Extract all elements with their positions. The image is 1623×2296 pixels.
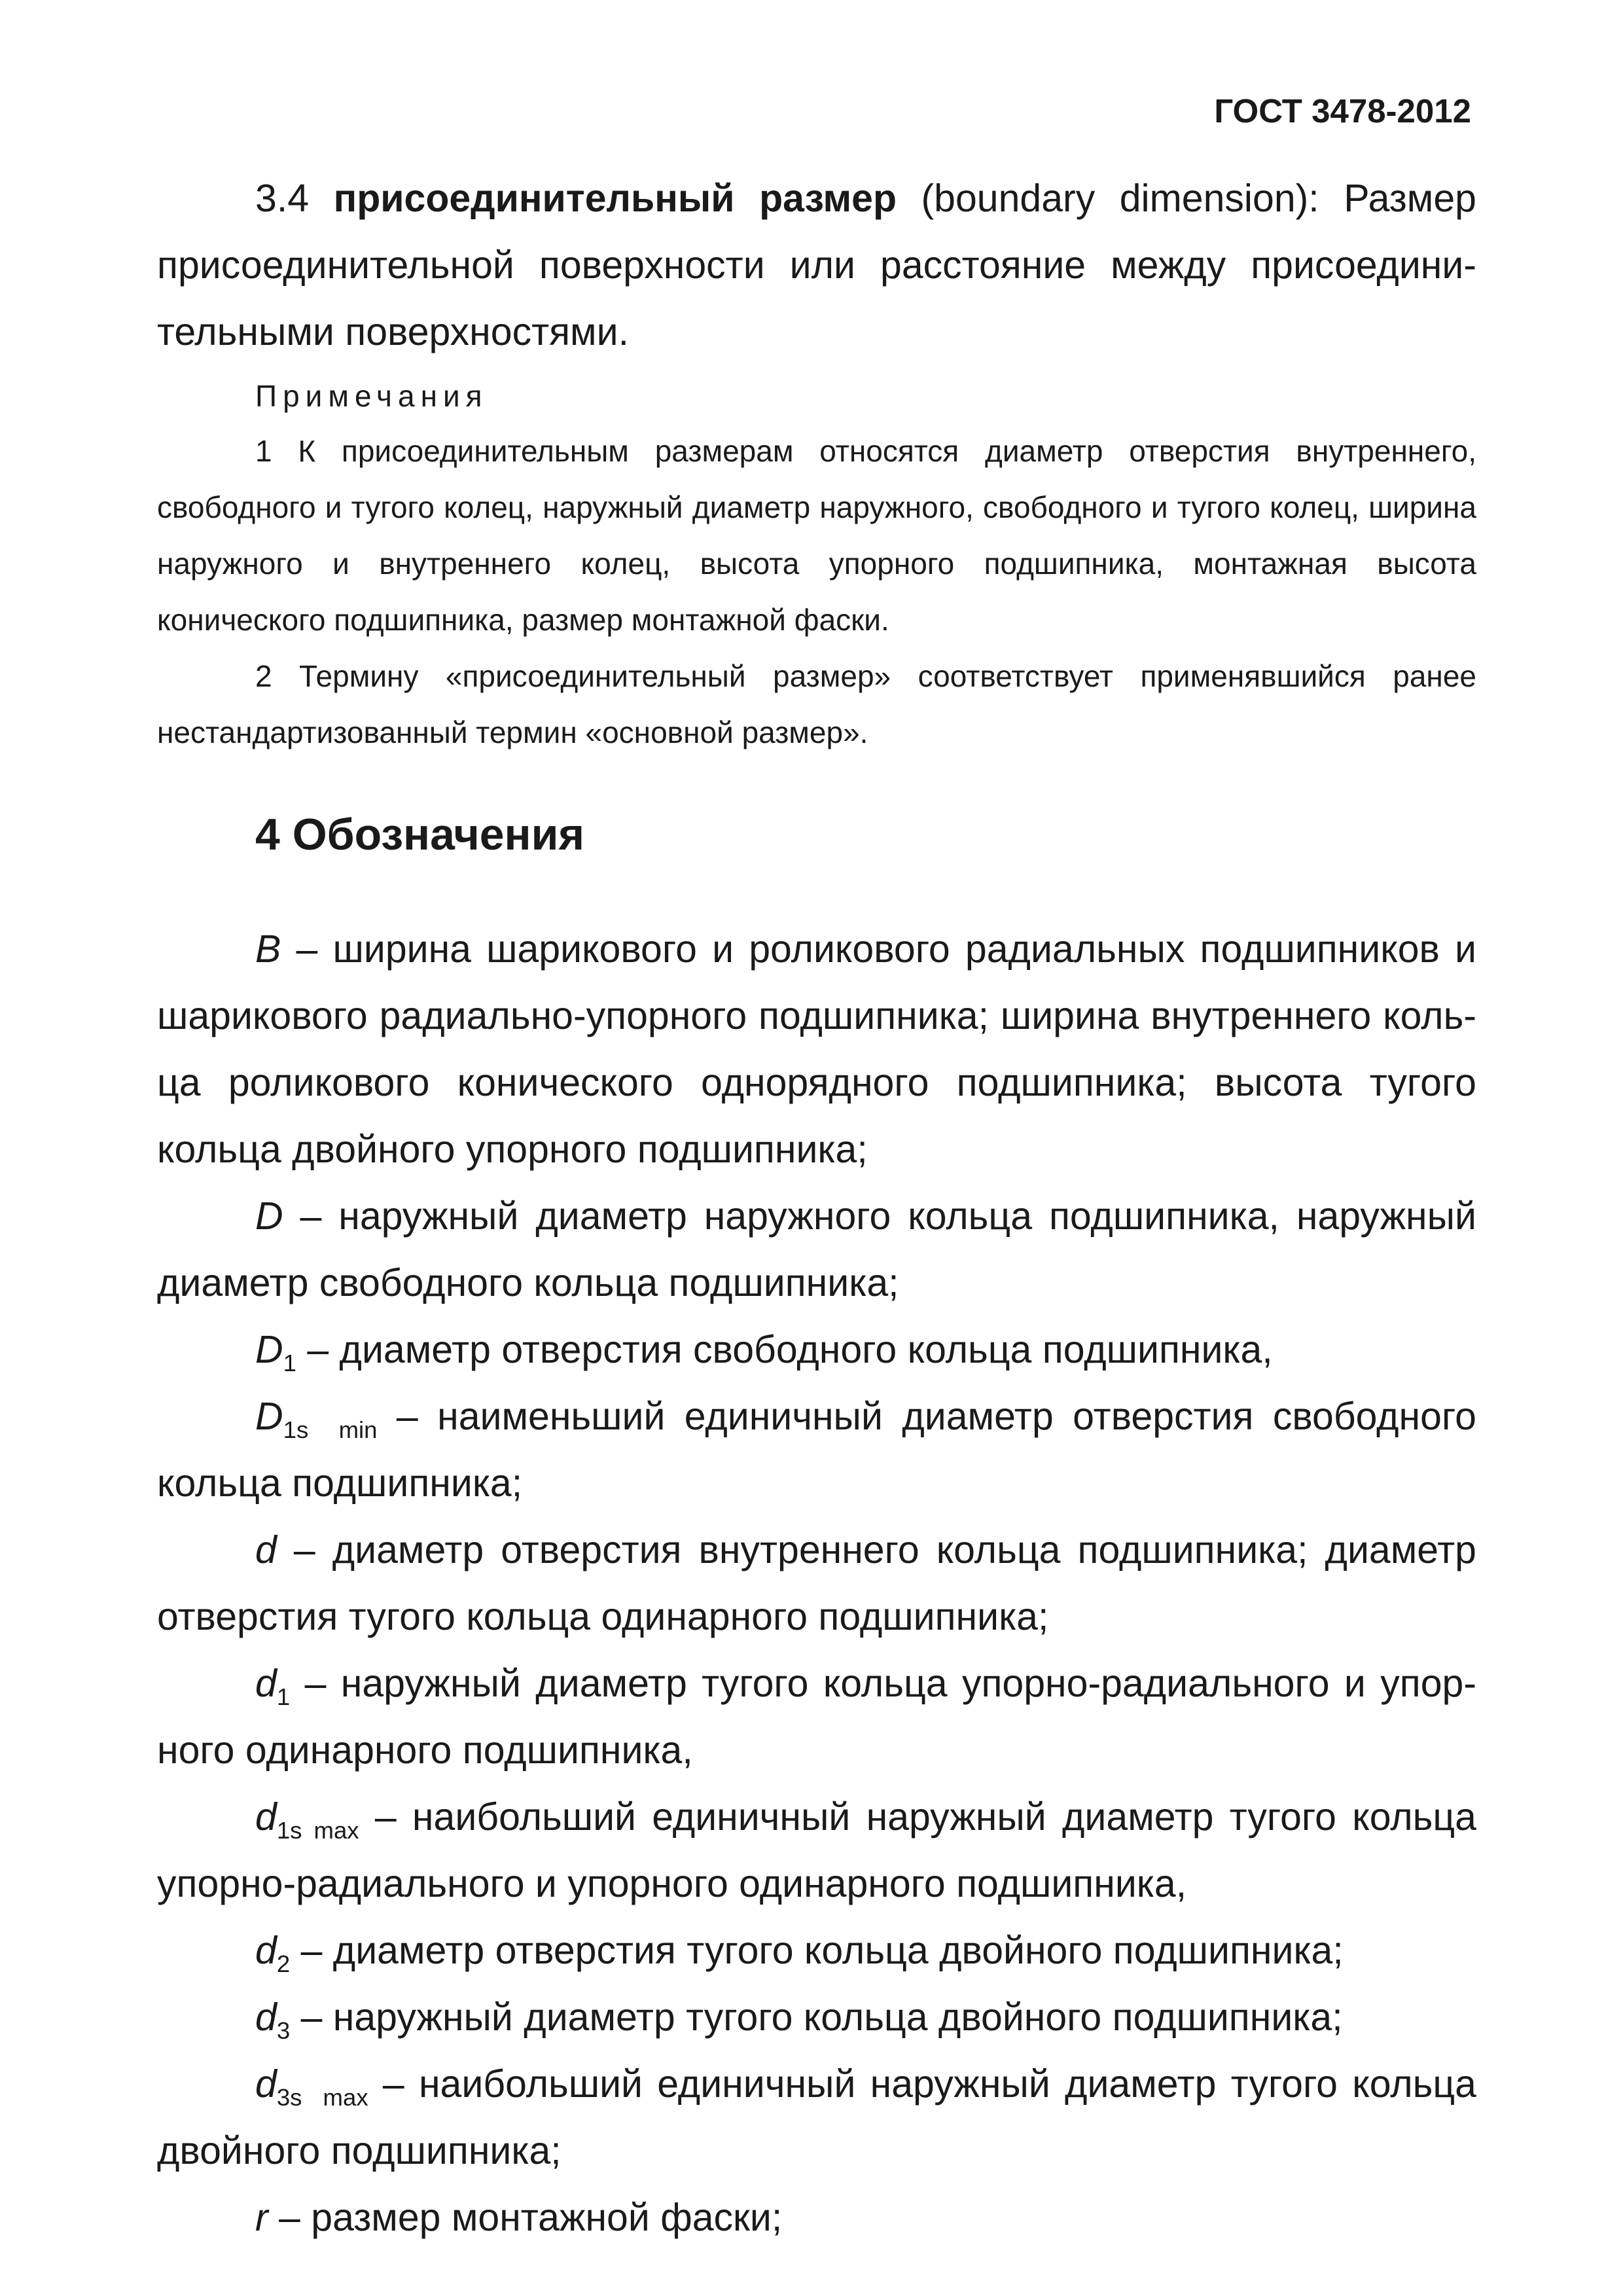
symbol-text: – наибольший единичный наружный диаметр тугого кольца упорно-радиального и упорного одинарного подшипника, (157, 1795, 1476, 1905)
symbol-text: – наружный диаметр тугого кольца двойного подшипника; (290, 1996, 1343, 2039)
symbol-item (157, 1917, 1476, 1984)
symbol-subscript: 2 (276, 1950, 291, 1977)
symbol-text: – наименьший единичный диаметр отверстия свободного кольца подшипника; (157, 1395, 1476, 1505)
symbol-subscript: 1 (283, 1349, 296, 1376)
symbol: d (255, 1929, 277, 1972)
term-definition (157, 165, 1476, 365)
symbol-item (157, 1516, 1476, 1650)
symbol-text: – наружный диаметр тугого кольца упорно-радиального и упор-ного одинарного подшипника, (157, 1662, 1476, 1772)
symbol: D (255, 1194, 283, 1238)
symbol-subscript: 1s min (283, 1416, 378, 1443)
symbol-text: – ширина шарикового и роликового радиальных подшипников и шарикового радиально-упорного подшипника; ширина внутреннего коль-ца роликового конического однорядного подшипника; высота тугого кольца двойного упорного подшипника; (157, 927, 1476, 1171)
term-number: 3.4 (255, 177, 310, 220)
symbol-subscript: 1s max (276, 1816, 359, 1844)
symbol-item (157, 916, 1476, 1183)
symbol: r (255, 2196, 268, 2239)
symbol-subscript: 3s max (276, 2083, 368, 2111)
symbol: B (255, 927, 281, 971)
symbol-subscript: 1 (276, 1683, 291, 1710)
symbol: D (255, 1328, 283, 1371)
symbols-list (157, 916, 1476, 2251)
symbol-item (157, 1383, 1476, 1516)
symbol-item (157, 1650, 1476, 1784)
standard-code: ГОСТ 3478-2012 (1214, 92, 1471, 130)
symbol-item (157, 1984, 1476, 2051)
symbol-text: – диаметр отверстия тугого кольца двойного подшипника; (290, 1929, 1344, 1972)
symbol-item (157, 1316, 1476, 1383)
notes-heading: Примечания (255, 379, 488, 413)
section-title: 4 Обозначения (255, 810, 585, 859)
symbol: d (255, 1795, 277, 1839)
symbol: d (255, 2062, 277, 2106)
symbol-item (157, 1784, 1476, 1917)
term-paragraph (157, 165, 1476, 365)
note-2: 2 Термину «присоединительный размер» соответствует применявшийся ранее нестандартизованный термин «основной размер». (157, 659, 1476, 749)
symbol-text: – наружный диаметр наружного кольца подшипника, наружный диаметр свободного кольца подшипника; (157, 1194, 1476, 1304)
note-1: 1 К присоединительным размерам относятся диаметр отверстия внутреннего, свободного и тугого колец, наружный диаметр наружного, свободного и тугого колец, ширина наружного и внутреннего колец, высота упорного подшипника, монтажная высота конического подшипника, размер монтажной фаски. (157, 434, 1476, 637)
term-name: присоединительный размер (333, 177, 897, 220)
symbol-text: – диаметр отверстия свободного кольца подшипника, (296, 1328, 1273, 1371)
symbol: d (255, 1662, 277, 1705)
symbol: d (255, 1528, 277, 1571)
term-text: (boundary dimension): Размер присоединительной поверхности или расстояние между присоедини-тельными поверхностями. (157, 177, 1476, 353)
symbol: d (255, 1996, 277, 2039)
notes-block (157, 369, 1476, 761)
symbol-item (157, 1183, 1476, 1316)
symbol-text: – размер монтажной фаски; (268, 2196, 783, 2239)
symbol-text: – наибольший единичный наружный диаметр тугого кольца двойного подшипника; (157, 2062, 1476, 2172)
symbol-item (157, 2051, 1476, 2184)
symbol: D (255, 1395, 283, 1438)
symbol-text: – диаметр отверстия внутреннего кольца подшипника; диаметр отверстия тугого кольца одинарного подшипника; (157, 1528, 1476, 1638)
symbol-item (157, 2184, 1476, 2251)
symbol-subscript: 3 (276, 2017, 291, 2044)
